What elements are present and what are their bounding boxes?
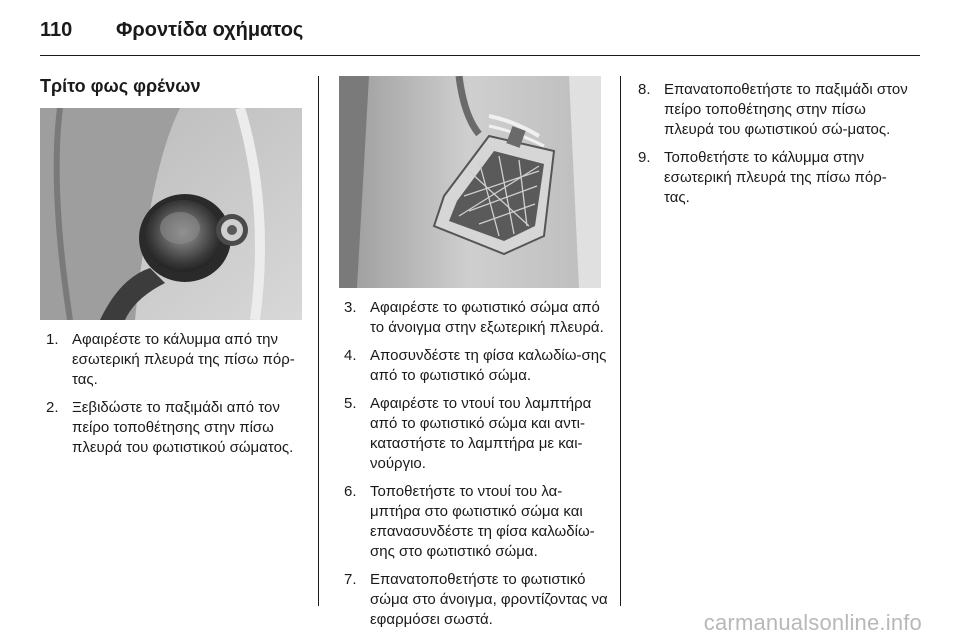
list-item (46, 398, 312, 458)
step-text: Επανατοποθετήστε το φωτιστικό σώμα στο άνοιγμα, φροντίζοντας να εφαρμόσει σωστά. (370, 571, 608, 628)
page-title: Φροντίδα οχήματος (116, 18, 304, 41)
figure-light-housing (339, 76, 601, 288)
watermark-link[interactable]: carmanualsonline.info (703, 610, 922, 635)
step-number: 6. (344, 483, 357, 500)
section-title: Τρίτο φως φρένων (40, 76, 201, 96)
brake-light-cover-illustration (40, 108, 302, 320)
page-header (40, 10, 303, 50)
header-divider (40, 55, 920, 56)
list-item (344, 482, 612, 562)
page-number: 110 (40, 18, 73, 41)
step-number: 9. (638, 149, 651, 166)
column-divider-2 (620, 76, 621, 606)
step-number: 7. (344, 571, 357, 588)
step-number: 3. (344, 299, 357, 316)
list-item (638, 80, 910, 140)
step-text: Τοποθετήστε το κάλυμμα στην εσωτερική πλευρά της πίσω πόρ-τας. (664, 149, 887, 206)
step-text: Αφαιρέστε το φωτιστικό σώμα από το άνοιγμα στην εξωτερική πλευρά. (370, 299, 604, 336)
step-number: 1. (46, 331, 59, 348)
step-number: 5. (344, 395, 357, 412)
column-divider-1 (318, 76, 319, 606)
step-text: Αποσυνδέστε τη φίσα καλωδίω-σης από το φωτιστικό σώμα. (370, 347, 607, 384)
list-item (344, 394, 612, 474)
step-text: Αφαιρέστε το ντουί του λαμπτήρα από το φωτιστικό σώμα και αντι-καταστήστε το λαμπτήρα με και-νούργιο. (370, 395, 592, 472)
step-text: Αφαιρέστε το κάλυμμα από την εσωτερική πλευρά της πίσω πόρ-τας. (72, 331, 295, 388)
steps-column-1 (46, 330, 312, 466)
step-number: 4. (344, 347, 357, 364)
list-item (638, 148, 910, 208)
step-text: Ξεβιδώστε το παξιμάδι από τον πείρο τοποθέτησης στην πίσω πλευρά του φωτιστικού σώματος. (72, 399, 294, 456)
figure-brake-light-cover (40, 108, 302, 320)
list-item (46, 330, 312, 390)
steps-column-3 (638, 80, 910, 216)
step-text: Τοποθετήστε το ντουί του λα-μπτήρα στο φωτιστικό σώμα και επανασυνδέστε τη φίσα καλωδίω-σης στο φωτιστικό σώμα. (370, 483, 595, 560)
list-item (344, 298, 612, 338)
list-item (344, 346, 612, 386)
steps-column-2 (344, 298, 612, 638)
light-housing-illustration (339, 76, 601, 288)
step-number: 8. (638, 81, 651, 98)
step-number: 2. (46, 399, 59, 416)
list-item (344, 570, 612, 630)
step-text: Επανατοποθετήστε το παξιμάδι στον πείρο τοποθέτησης στην πίσω πλευρά του φωτιστικού σώ-ματος. (664, 81, 908, 138)
